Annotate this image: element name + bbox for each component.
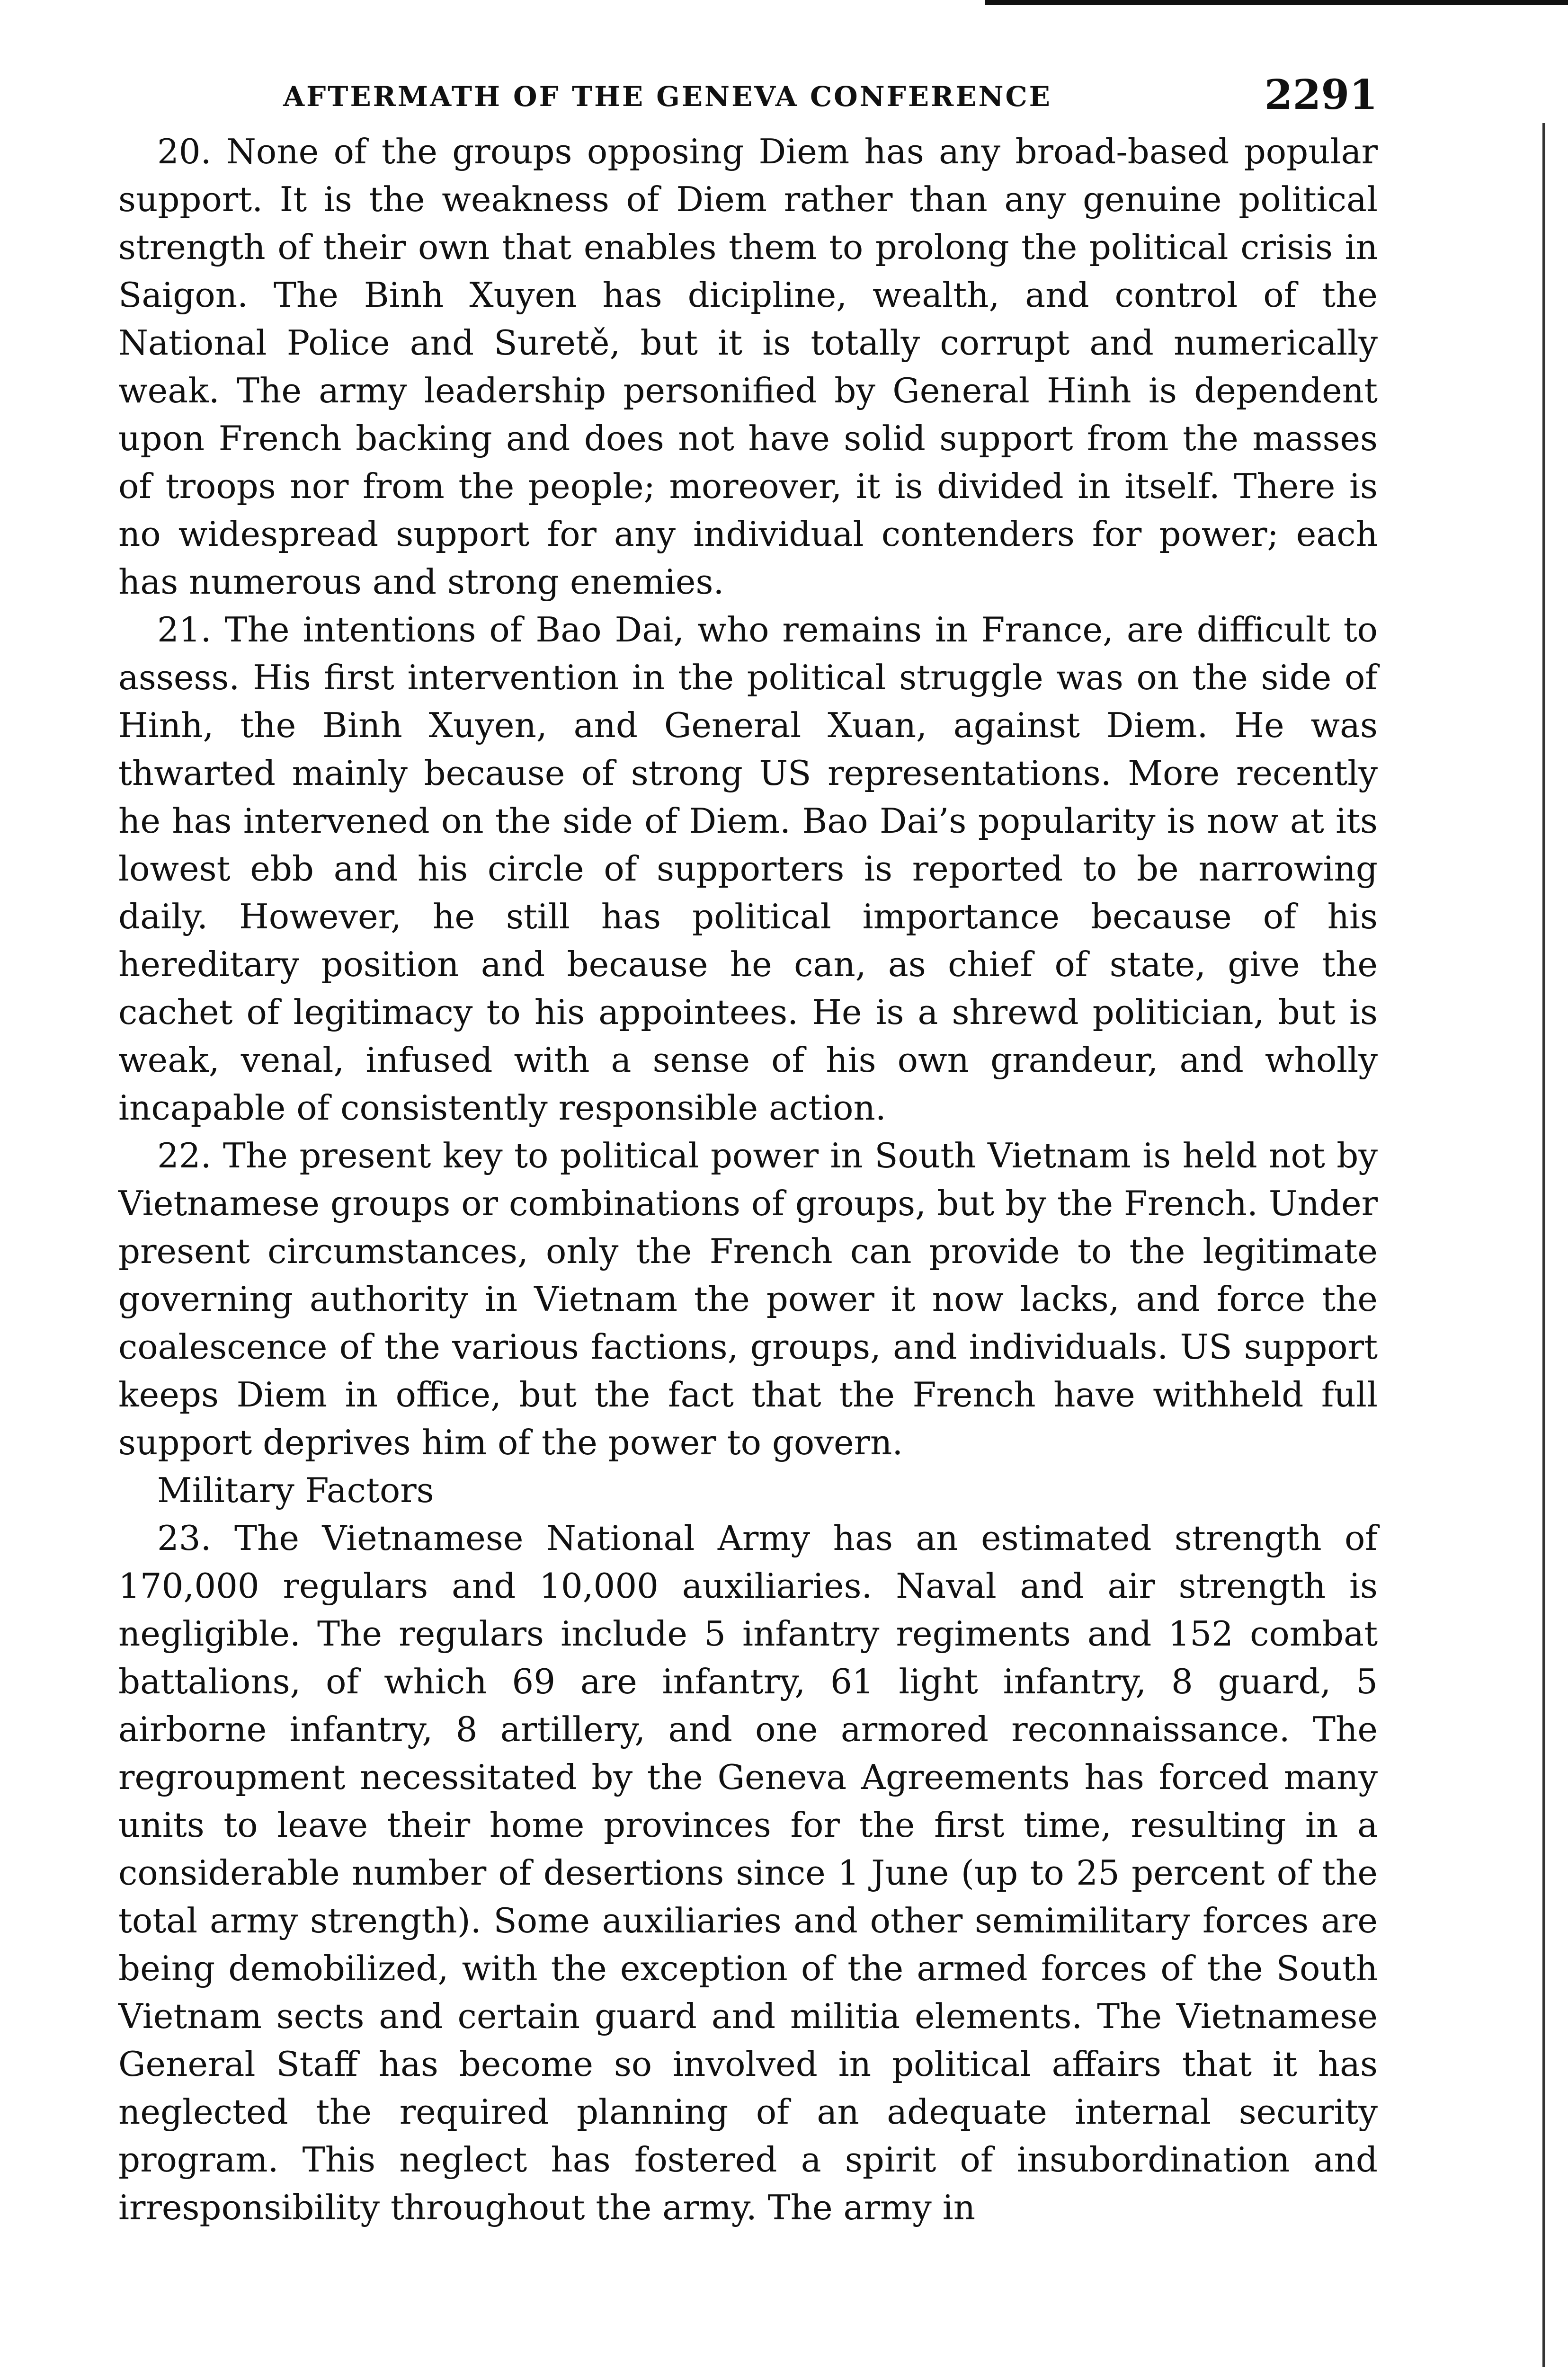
- paragraph-22: 22. The present key to political power in South Vietnam is held not by Vietnamese groups or combinations of groups, but by the French. Under present circumstances, only the French can provide to the legitimate governing authority in Vietnam the power it now lacks, and force the coalescence of the various factions, groups, and individuals. US support keeps Diem in office, but the fact that the French have withheld full support deprives him of the power to govern.: [118, 1136, 1378, 1462]
- paragraph-20: 20. None of the groups opposing Diem has any broad-based popular support. It is the weakness of Diem rather than any genuine political strength of their own that enables them to prolong the political crisis in Saigon. The Binh Xuyen has dicipline, wealth, and control of the National Police and Suretě, but it is totally corrupt and numerically weak. The army leadership personified by General Hinh is dependent upon French backing and does not have solid support from the masses of troops nor from the people; moreover, it is divided in itself. There is no widespread support for any individual contenders for power; each has numerous and strong enemies.: [118, 132, 1378, 602]
- running-head: [118, 71, 1378, 123]
- document-page: [118, 71, 1378, 2367]
- right-edge-rule: [1542, 123, 1545, 2367]
- paragraph-21: 21. The intentions of Bao Dai, who remains in France, are difficult to assess. His first intervention in the political struggle was on the side of Hinh, the Binh Xuyen, and General Xuan, against Diem. He was thwarted mainly because of strong US representations. More recently he has intervened on the side of Diem. Bao Dai’s popularity is now at its lowest ebb and his circle of supporters is reported to be narrowing daily. However, he still has political importance because of his hereditary position and because he can, as chief of state, give the cachet of legitimacy to his appointees. He is a shrewd politician, but is weak, venal, infused with a sense of his own grandeur, and wholly incapable of consistently responsible action.: [118, 610, 1378, 1128]
- top-edge-rule: [985, 0, 1568, 5]
- running-head-title: AFTERMATH OF THE GENEVA CONFERENCE: [283, 80, 1052, 113]
- section-heading-military-factors: Military Factors: [157, 1470, 434, 1510]
- page-number: 2291: [1264, 71, 1378, 119]
- paragraph-23: 23. The Vietnamese National Army has an estimated strength of 170,000 regulars and 10,000 auxiliaries. Naval and air strength is negligible. The regulars include 5 infantry regiments and 152 combat battalions, of which 69 are infantry, 61 light infantry, 8 guard, 5 airborne infantry, 8 artillery, and one armored reconnaissance. The regroupment necessitated by the Geneva Agreements has forced many units to leave their home provinces for the first time, resulting in a considerable number of desertions since 1 June (up to 25 percent of the total army strength). Some auxiliaries and other semimilitary forces are being demobilized, with the exception of the armed forces of the South Vietnam sects and certain guard and militia elements. The Vietnamese General Staff has become so involved in political affairs that it has neglected the required planning of an adequate internal security program. This neglect has fostered a spirit of insubordination and irresponsibility throughout the army. The army in: [118, 1518, 1378, 2227]
- body-text: [118, 128, 1378, 2232]
